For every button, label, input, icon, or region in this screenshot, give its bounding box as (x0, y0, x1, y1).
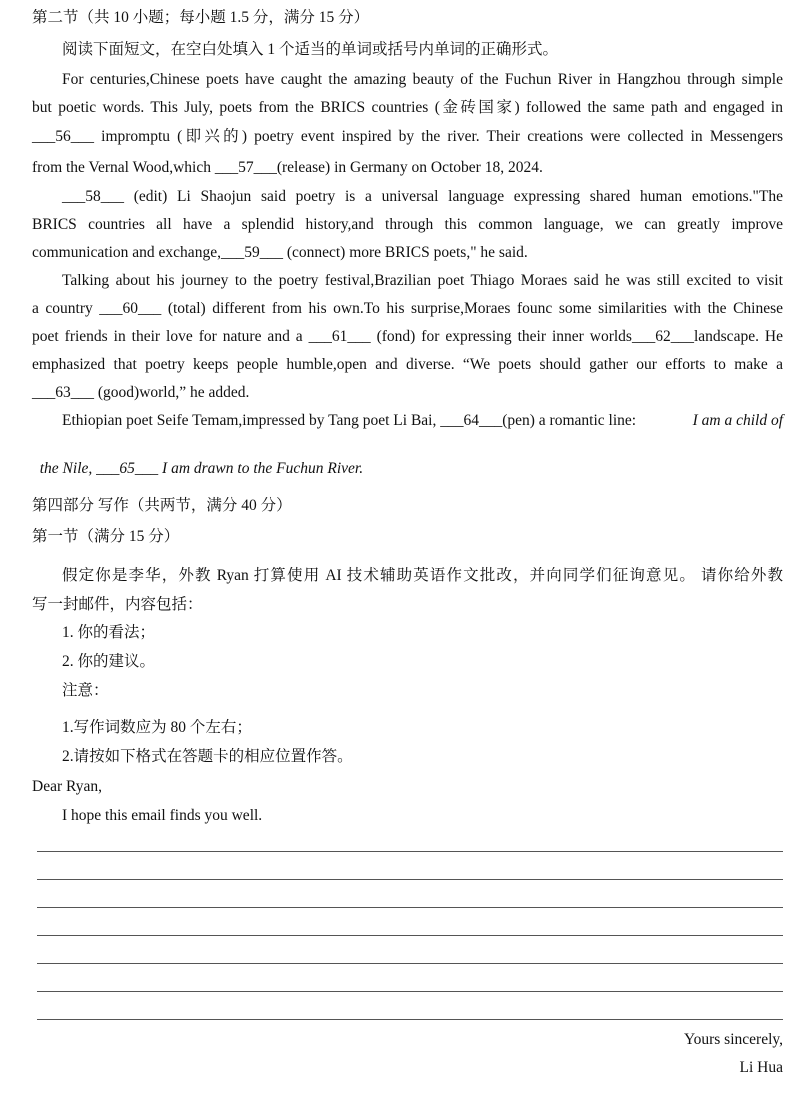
writing-line (37, 851, 783, 852)
closing: Yours sincerely, (683, 1031, 783, 1048)
passage-line: communication and exchange,___59___ (connect) more BRICS poets," he said. (32, 244, 528, 261)
signature: Li Hua (739, 1059, 783, 1076)
writing-line (37, 907, 783, 908)
opening-line: I hope this email finds you well. (62, 807, 263, 824)
writing-line (37, 935, 783, 936)
writing-line (37, 879, 783, 880)
passage-italic: the Nile, (39, 460, 97, 477)
passage-line (32, 439, 783, 477)
note-item: 1.写作词数应为 80 个左右； (62, 719, 252, 736)
passage-line: For centuries,Chinese poets have caught the amazing beauty of the Fuchun River in Hangzhou through simple (62, 71, 783, 88)
passage-line: emphasized that poetry keeps people humble,open and diverse. “We poets should gather our efforts to make a (32, 356, 783, 373)
notes-label: 注意： (62, 682, 109, 699)
section2-heading: 第二节（共 10 小题；每小题 1.5 分，满分 15 分） (32, 9, 370, 26)
passage-line: a country ___60___ (total) different from his own.To his surprise,Moraes founc some similarities with the Chinese (32, 300, 783, 317)
passage-line: from the Vernal Wood,which ___57___(release) in Germany on October 18, 2024. (32, 159, 543, 176)
passage-line: BRICS countries all have a splendid history,and through this common language, we can greatly improve (32, 216, 783, 233)
note-item: 2.请按如下格式在答题卡的相应位置作答。 (62, 748, 353, 765)
point-item: 2. 你的建议。 (62, 653, 156, 670)
blank-65: ___65___ (96, 460, 159, 477)
passage-line: ___58___ (edit) Li Shaojun said poetry is a universal language expressing shared human emotions."The (62, 188, 783, 205)
passage-line: but poetic words. This July, poets from the BRICS countries (金砖国家) followed the same path and engaged in (32, 99, 783, 116)
writing-line (37, 963, 783, 964)
passage-italic: I am a child of (692, 412, 783, 429)
writing-line (37, 1019, 783, 1020)
passage-line: poet friends in their love for nature and a ___61___ (fond) for expressing their inner worlds___62___landscape. He (32, 328, 783, 345)
prompt-line: 写一封邮件，内容包括： (32, 596, 203, 613)
passage-text: Ethiopian poet Seife Temam,impressed by Tang poet Li Bai, ___64___(pen) a romantic line: (62, 412, 637, 429)
point-item: 1. 你的看法； (62, 624, 156, 641)
writing-line (37, 991, 783, 992)
part4-heading: 第四部分 写作（共两节，满分 40 分） (32, 497, 292, 514)
section1-heading: 第一节（满分 15 分） (32, 528, 180, 545)
passage-line: ___63___ (good)world,” he added. (32, 384, 250, 401)
passage-italic: I am drawn to the Fuchun River. (158, 460, 364, 477)
passage-line: Talking about his journey to the poetry festival,Brazilian poet Thiago Moraes said he was still excited to visit (62, 272, 783, 289)
passage-line: ___56___ impromptu (即兴的) poetry event inspired by the river. Their creations were collected in Messengers (32, 128, 783, 145)
section2-instruction: 阅读下面短文，在空白处填入 1 个适当的单词或括号内单词的正确形式。 (62, 41, 559, 58)
prompt-line: 假定你是李华，外教 Ryan 打算使用 AI 技术辅助英语作文批改，并向同学们征询意见。 请你给外教 (62, 567, 783, 584)
salutation: Dear Ryan, (32, 778, 102, 795)
passage-line (62, 411, 783, 431)
